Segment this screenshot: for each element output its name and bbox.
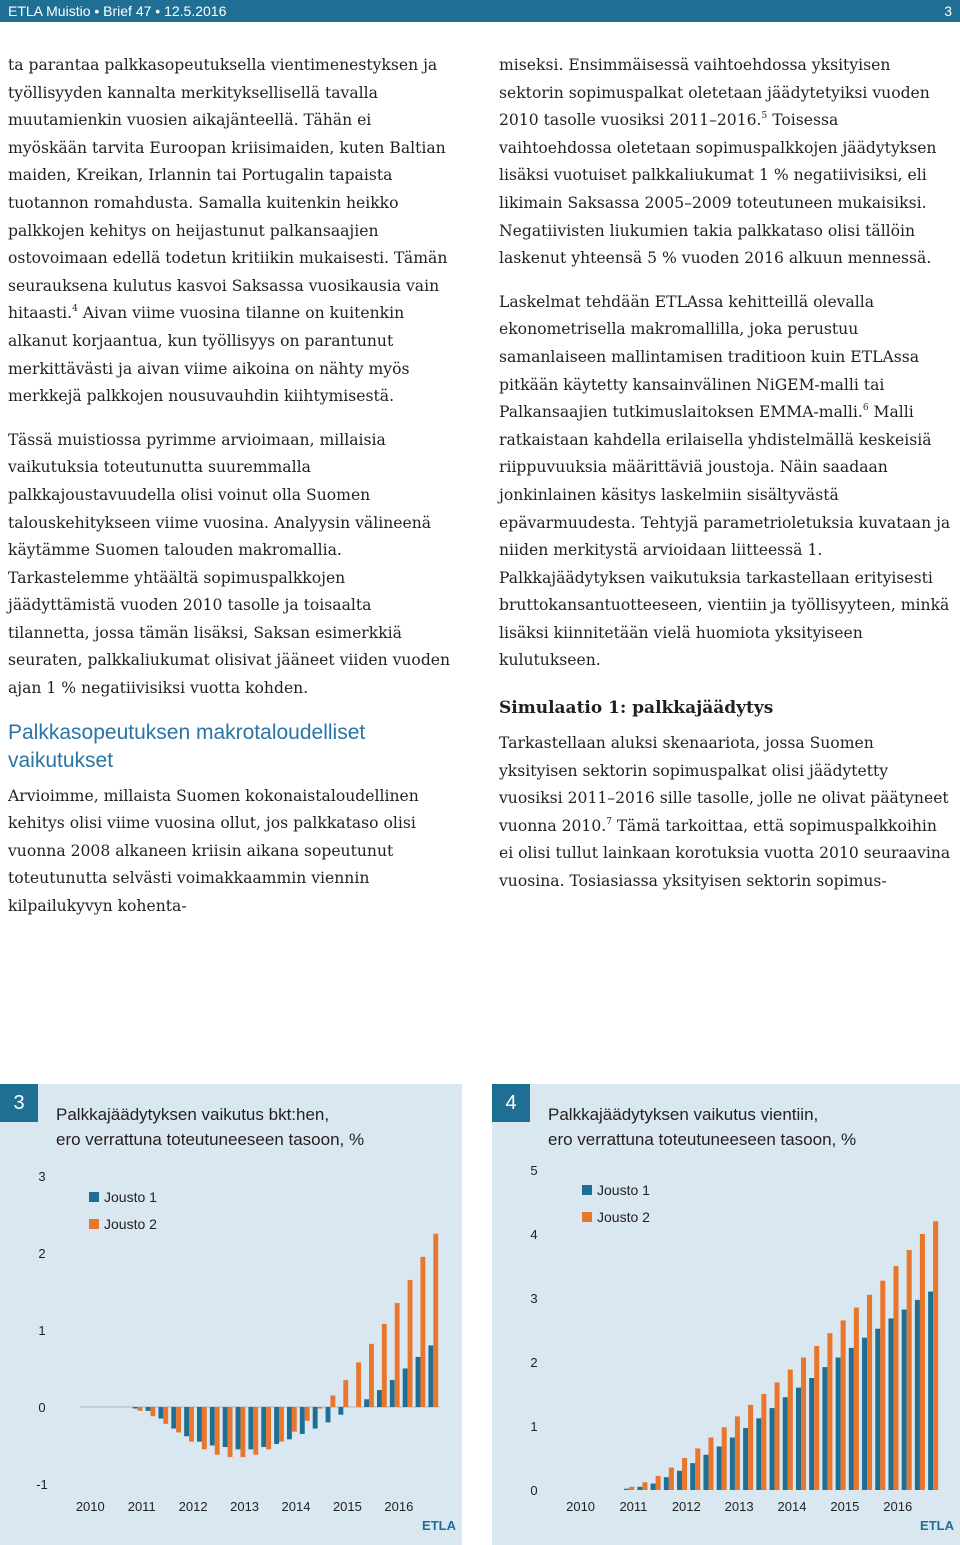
bar-jousto-2 bbox=[215, 1407, 220, 1455]
bar-jousto-2 bbox=[395, 1303, 400, 1407]
bar-jousto-1 bbox=[796, 1388, 801, 1490]
bar-jousto-2 bbox=[669, 1468, 674, 1490]
bar-jousto-2 bbox=[163, 1407, 168, 1424]
x-tick-label: 2014 bbox=[281, 1499, 311, 1514]
chart-exports bbox=[492, 1084, 960, 1545]
bar-jousto-2 bbox=[369, 1344, 374, 1407]
paragraph-text: Malli ratkaistaan kahdella erilaisella yhdistelmällä keskeisiä riippuvuuksia määrittäviä joustoja. Näin saadaan jonkinlainen käsitys laskelmiin sisältyvästä epävarmuudesta. Tehtyjä parametrioletuksia kuvataan ja niiden merkitystä arvioidaan liitteessä 1. Palkkajäädytyksen vaikutuksia tarkastellaan erityisesti bruttokansantuotteeseen, vientiin ja työllisyyteen, minkä lisäksi kiinnitetään vielä huomiota yksityiseen kulutukseen. bbox=[499, 403, 951, 670]
paragraph: Arvioimme, millaista Suomen kokonaistaloudellinen kehitys olisi viime vuosina ollut, jos palkkataso olisi vuonna 2008 alkaneen kriisin aikana sopeutunut toteutunutta selvästi voimakkaammin viennin kilpailukyvyn kohenta- bbox=[8, 786, 419, 916]
y-tick-label: -1 bbox=[36, 1477, 48, 1492]
bar-jousto-1 bbox=[783, 1397, 788, 1490]
bar-jousto-1 bbox=[326, 1407, 331, 1422]
bar-jousto-1 bbox=[756, 1418, 761, 1490]
bar-jousto-1 bbox=[223, 1407, 228, 1447]
bar-jousto-1 bbox=[770, 1408, 775, 1490]
bar-jousto-1 bbox=[664, 1477, 669, 1490]
page-number: 3 bbox=[944, 3, 952, 19]
x-tick-label: 2015 bbox=[332, 1499, 362, 1514]
bar-jousto-2 bbox=[907, 1250, 912, 1490]
figure-title-line: Palkkajäädytyksen vaikutus vientiin, bbox=[548, 1105, 819, 1124]
bar-jousto-1 bbox=[690, 1463, 695, 1490]
legend-label: Jousto 1 bbox=[104, 1189, 157, 1205]
source-label: ETLA bbox=[920, 1518, 954, 1533]
bar-jousto-2 bbox=[202, 1407, 207, 1449]
y-tick-label: 1 bbox=[38, 1323, 46, 1338]
y-tick-label: 5 bbox=[530, 1163, 538, 1178]
bar-jousto-2 bbox=[695, 1448, 700, 1490]
bar-jousto-2 bbox=[814, 1346, 819, 1490]
bar-jousto-1 bbox=[274, 1407, 279, 1444]
bar-jousto-1 bbox=[210, 1407, 215, 1446]
paragraph bbox=[499, 289, 951, 675]
paragraph-text: ta parantaa palkkasopeutuksella vientimenestyksen ja työllisyyden kannalta merkityksellisellä tavalla muutamienkin vuosien aikajänteellä. Tähän ei myöskään tarvita Euroopan kriisimaiden, kuten Baltian maiden, Kreikan, Irlannin tai Portugalin tapaista tuotannon romahdusta. Samalla kuitenkin heikko palkkojen kehitys on heijastunut palkansaajien ostovoimaan edellä todetun kritiikin mukaisesti. Tämän seurauksena kulutus kasvoi Saksassa vuosikausia vain hitaasti. bbox=[8, 56, 448, 323]
bar-jousto-1 bbox=[261, 1407, 266, 1447]
bar-jousto-2 bbox=[682, 1458, 687, 1490]
y-tick-label: 2 bbox=[530, 1355, 538, 1370]
bar-jousto-2 bbox=[228, 1407, 233, 1457]
figure-number: 4 bbox=[492, 1084, 530, 1122]
bar-jousto-2 bbox=[748, 1405, 753, 1490]
bar-jousto-2 bbox=[854, 1308, 859, 1490]
paragraph-text: Laskelmat tehdään ETLAssa kehitteillä olevalla ekonometrisella makromallilla, joka perustuu samanlaiseen mallintamisen traditioon kuin ETLAssa pitkään käytetty kansainvälinen NiGEM-malli tai Palkansaajien tutkimuslaitoksen EMMA-malli. bbox=[499, 292, 920, 422]
legend-swatch bbox=[582, 1212, 592, 1222]
footnote-ref[interactable]: 7 bbox=[606, 816, 612, 827]
bar-jousto-1 bbox=[928, 1292, 933, 1490]
bar-jousto-2 bbox=[343, 1380, 348, 1407]
bar-jousto-1 bbox=[313, 1407, 318, 1429]
bar-jousto-2 bbox=[330, 1395, 335, 1407]
paragraph bbox=[8, 52, 453, 411]
x-tick-label: 2011 bbox=[619, 1499, 648, 1514]
bar-jousto-1 bbox=[902, 1310, 907, 1490]
bar-jousto-2 bbox=[867, 1295, 872, 1490]
figure-title-line: ero verrattuna toteutuneeseen tasoon, % bbox=[56, 1130, 365, 1149]
x-tick-label: 2011 bbox=[127, 1499, 156, 1514]
bar-jousto-1 bbox=[677, 1471, 682, 1490]
paragraph-text: Toisessa vaihtoehdossa oletetaan sopimuspalkkojen jäädytyksen lisäksi vuotuiset palkkaliukumat 1 % negatiivisiksi, eli likimain Saksassa 2005–2009 toteutuneen mukaisiksi. Negatiivisten liukumien takia palkkataso olisi tällöin laskenut yhteensä 5 % vuoden 2016 alkuun mennessä. bbox=[499, 111, 937, 268]
bar-jousto-1 bbox=[403, 1369, 408, 1408]
x-tick-label: 2010 bbox=[566, 1499, 596, 1514]
x-tick-label: 2013 bbox=[230, 1499, 260, 1514]
paragraph-text: Aivan viime vuosina tilanne on kuitenkin alkanut korjaantua, kun työllisyys on parantunut merkittävästi ja aivan viime aikoina on nähty myös merkkejä palkkojen nousuvauhdin kiihtymisestä. bbox=[8, 304, 410, 406]
x-tick-label: 2012 bbox=[671, 1499, 701, 1514]
bar-jousto-1 bbox=[624, 1489, 629, 1490]
legend-label: Jousto 2 bbox=[597, 1209, 650, 1225]
bar-jousto-2 bbox=[266, 1407, 271, 1449]
bar-jousto-1 bbox=[377, 1390, 382, 1407]
bar-jousto-2 bbox=[761, 1394, 766, 1490]
bar-jousto-2 bbox=[775, 1382, 780, 1490]
bar-jousto-1 bbox=[416, 1357, 421, 1407]
figure-title-line: Palkkajäädytyksen vaikutus bkt:hen, bbox=[56, 1105, 330, 1124]
legend-label: Jousto 2 bbox=[104, 1216, 157, 1232]
bar-jousto-2 bbox=[841, 1320, 846, 1490]
bar-jousto-2 bbox=[408, 1280, 413, 1407]
bar-jousto-1 bbox=[809, 1378, 814, 1490]
footnote-ref[interactable]: 6 bbox=[862, 403, 869, 414]
x-tick-label: 2016 bbox=[384, 1499, 414, 1514]
bar-jousto-1 bbox=[822, 1367, 827, 1490]
y-tick-label: 3 bbox=[530, 1291, 538, 1306]
bar-jousto-2 bbox=[253, 1407, 258, 1455]
x-tick-label: 2013 bbox=[724, 1499, 754, 1514]
bar-jousto-2 bbox=[176, 1407, 181, 1432]
y-tick-label: 0 bbox=[530, 1483, 538, 1498]
bar-jousto-2 bbox=[382, 1324, 387, 1407]
legend-label: Jousto 1 bbox=[597, 1182, 650, 1198]
bar-jousto-2 bbox=[356, 1362, 361, 1407]
bar-jousto-1 bbox=[849, 1348, 854, 1490]
bar-jousto-1 bbox=[248, 1407, 253, 1449]
page-header bbox=[0, 0, 960, 22]
legend-swatch bbox=[89, 1219, 99, 1229]
bar-jousto-1 bbox=[197, 1407, 202, 1442]
x-tick-label: 2016 bbox=[883, 1499, 913, 1514]
figure-3 bbox=[0, 1084, 462, 1545]
bar-jousto-2 bbox=[279, 1407, 284, 1442]
bar-jousto-1 bbox=[146, 1407, 151, 1411]
bar-jousto-2 bbox=[642, 1482, 647, 1490]
bar-jousto-1 bbox=[171, 1407, 176, 1429]
section-heading: Palkkasopeutuksen makrotaloudelliset vaikutukset bbox=[8, 720, 366, 772]
x-tick-label: 2015 bbox=[830, 1499, 860, 1514]
bar-jousto-1 bbox=[836, 1358, 841, 1490]
y-tick-label: 2 bbox=[38, 1246, 46, 1261]
bar-jousto-1 bbox=[184, 1407, 189, 1436]
bar-jousto-1 bbox=[133, 1407, 138, 1409]
figure-title-line: ero verrattuna toteutuneeseen tasoon, % bbox=[548, 1130, 857, 1149]
bar-jousto-1 bbox=[338, 1407, 343, 1415]
bar-jousto-2 bbox=[305, 1407, 310, 1421]
paragraph: Tässä muistiossa pyrimme arvioimaan, millaisia vaikutuksia toteutunutta suuremmalla palkkajoustavuudella olisi voinut olla Suomen talouskehitykseen viime vuosina. Analyysin välineenä käytämme Suomen talouden makromallia. Tarkastelemme yhtäältä sopimuspalkkojen jäädyttämistä vuoden 2010 tasolle ja toisaalta tilannetta, jossa tämän lisäksi, Saksan esimerkkiä seuraten, palkkaliukumat olisivat jääneet viiden vuoden ajan 1 % negatiivisiksi vuotta kohden. bbox=[8, 430, 451, 698]
footnote-ref[interactable]: 4 bbox=[72, 304, 78, 315]
bar-jousto-2 bbox=[827, 1333, 832, 1490]
x-tick-label: 2012 bbox=[178, 1499, 208, 1514]
bar-jousto-2 bbox=[801, 1358, 806, 1490]
bar-jousto-1 bbox=[364, 1399, 369, 1407]
bar-jousto-1 bbox=[875, 1329, 880, 1490]
paragraph-text: Tämä tarkoittaa, että sopimuspalkkoihin ei olisi tullut lainkaan korotuksia vuotta 2010 seuraavina vuosina. Tosiasiassa yksityisen sektorin sopimus- bbox=[499, 816, 951, 891]
legend-swatch bbox=[582, 1185, 592, 1195]
bar-jousto-2 bbox=[788, 1370, 793, 1490]
bar-jousto-2 bbox=[420, 1257, 425, 1407]
y-tick-label: 3 bbox=[38, 1169, 46, 1184]
chart-bkt bbox=[0, 1084, 462, 1545]
x-tick-label: 2014 bbox=[777, 1499, 807, 1514]
paragraph-text: miseksi. Ensimmäisessä vaihtoehdossa yksityisen sektorin sopimuspalkat oletetaan jäädytetyiksi vuoden 2010 tasolle vuosiksi 2011–2016. bbox=[499, 56, 930, 130]
bar-jousto-2 bbox=[318, 1407, 323, 1409]
y-tick-label: 0 bbox=[38, 1400, 46, 1415]
right-column bbox=[499, 52, 951, 912]
bar-jousto-1 bbox=[717, 1446, 722, 1490]
source-label: ETLA bbox=[422, 1518, 456, 1533]
figure-number: 3 bbox=[0, 1084, 38, 1122]
bar-jousto-2 bbox=[189, 1407, 194, 1442]
bar-jousto-1 bbox=[236, 1407, 241, 1449]
bar-jousto-2 bbox=[920, 1234, 925, 1490]
legend-swatch bbox=[89, 1192, 99, 1202]
bar-jousto-1 bbox=[637, 1487, 642, 1490]
publication-info: ETLA Muistio • Brief 47 • 12.5.2016 bbox=[8, 3, 227, 19]
bar-jousto-2 bbox=[893, 1266, 898, 1490]
bar-jousto-1 bbox=[390, 1380, 395, 1407]
bar-jousto-1 bbox=[888, 1318, 893, 1490]
bar-jousto-1 bbox=[862, 1338, 867, 1490]
y-tick-label: 4 bbox=[530, 1227, 538, 1242]
paragraph-text: Tarkastellaan aluksi skenaariota, jossa Suomen yksityisen sektorin sopimuspalkat olisi jäädytetty vuosiksi 2011–2016 sille tasolle, jolle ne olivat päätyneet vuonna 2010. bbox=[499, 734, 949, 835]
x-tick-label: 2010 bbox=[75, 1499, 105, 1514]
bar-jousto-1 bbox=[651, 1484, 656, 1490]
footnote-ref[interactable]: 5 bbox=[761, 111, 768, 122]
bar-jousto-2 bbox=[735, 1416, 740, 1490]
bar-jousto-1 bbox=[300, 1407, 305, 1434]
bar-jousto-2 bbox=[933, 1221, 938, 1490]
y-tick-label: 1 bbox=[530, 1419, 538, 1434]
paragraph bbox=[499, 52, 951, 273]
bar-jousto-2 bbox=[292, 1407, 297, 1432]
bar-jousto-2 bbox=[138, 1407, 143, 1411]
bar-jousto-2 bbox=[629, 1487, 634, 1490]
bar-jousto-1 bbox=[915, 1300, 920, 1490]
subsection-heading: Simulaatio 1: palkkajäädytys bbox=[499, 698, 774, 719]
bar-jousto-2 bbox=[240, 1407, 245, 1457]
bar-jousto-1 bbox=[730, 1438, 735, 1490]
left-column bbox=[8, 52, 453, 937]
bar-jousto-1 bbox=[743, 1428, 748, 1490]
bar-jousto-1 bbox=[158, 1407, 163, 1419]
bar-jousto-2 bbox=[880, 1281, 885, 1490]
bar-jousto-2 bbox=[150, 1407, 155, 1416]
bar-jousto-2 bbox=[433, 1234, 438, 1407]
bar-jousto-1 bbox=[287, 1407, 292, 1439]
figure-4 bbox=[492, 1084, 960, 1545]
bar-jousto-1 bbox=[428, 1345, 433, 1407]
bar-jousto-1 bbox=[703, 1455, 708, 1490]
paragraph bbox=[499, 730, 951, 896]
bar-jousto-2 bbox=[656, 1476, 661, 1490]
bar-jousto-2 bbox=[722, 1427, 727, 1490]
bar-jousto-2 bbox=[708, 1438, 713, 1490]
